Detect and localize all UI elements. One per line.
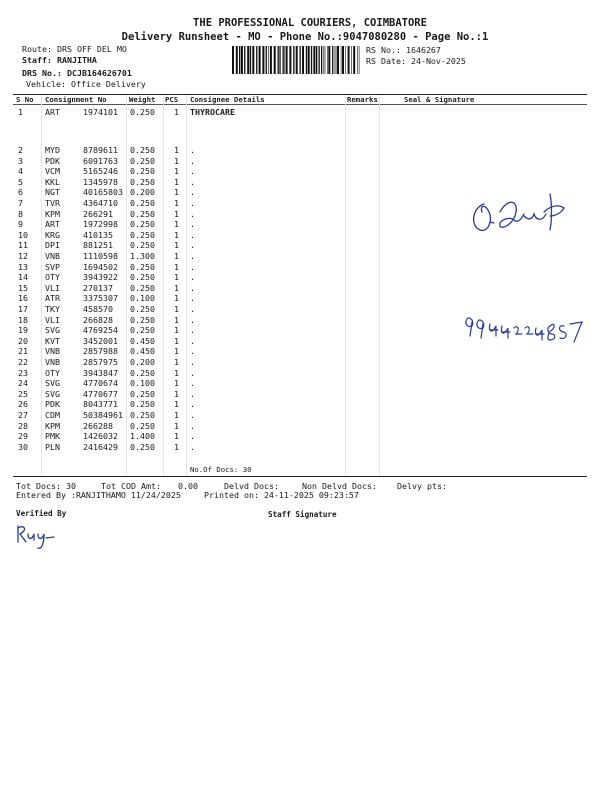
- barcode-bar: [241, 46, 243, 74]
- row-serial-number: 26: [18, 399, 28, 410]
- row-consignee: .: [190, 187, 195, 198]
- row-pieces: 1: [174, 272, 179, 283]
- row-branch-code: VNB: [45, 346, 60, 357]
- row-branch-code: KVT: [45, 335, 60, 346]
- row-pieces: 1: [174, 441, 179, 452]
- row-branch-code: PDK: [45, 399, 60, 410]
- row-weight: 1.300: [130, 251, 155, 261]
- row-branch-code: TVR: [45, 198, 60, 208]
- row-consignment-number: 3452001: [83, 335, 118, 346]
- table-row: [0, 410, 600, 421]
- row-pieces: 1: [174, 145, 179, 155]
- row-pieces: 1: [174, 410, 179, 420]
- barcode-bar: [336, 46, 337, 74]
- table-row: [0, 293, 600, 304]
- barcode-bar: [345, 46, 346, 74]
- row-pieces: 1: [174, 388, 179, 399]
- row-pieces: 1: [174, 304, 179, 314]
- row-branch-code: VNB: [45, 357, 60, 367]
- handwritten-initials-icon: [14, 522, 58, 552]
- row-consignment-number: 881251: [83, 240, 113, 251]
- rs-date: RS Date: 24-Nov-2025: [366, 56, 466, 66]
- row-serial-number: 11: [18, 240, 28, 251]
- row-consignee: .: [190, 166, 195, 177]
- column-header-consignee: Consignee Details: [190, 95, 265, 104]
- row-branch-code: SVG: [45, 325, 60, 336]
- barcode-bar: [359, 46, 360, 74]
- row-serial-number: 27: [18, 410, 28, 420]
- row-consignment-number: 458570: [83, 304, 113, 314]
- barcode-bar: [250, 46, 251, 74]
- row-weight: 0.100: [130, 293, 155, 304]
- table-row: [0, 272, 600, 283]
- row-branch-code: SVP: [45, 261, 60, 272]
- vehicle-label: Vehicle: Office Delivery: [26, 79, 146, 89]
- total-cod-value: 0.00: [178, 481, 198, 491]
- column-header-remarks: Remarks: [347, 95, 378, 104]
- row-pieces: 1: [174, 155, 179, 166]
- barcode-bar: [308, 46, 310, 74]
- barcode-bar: [341, 46, 342, 74]
- row-consignment-number: 1972998: [83, 219, 118, 230]
- row-branch-code: MYD: [45, 145, 60, 155]
- row-pieces: 1: [174, 431, 179, 442]
- row-serial-number: 18: [18, 314, 28, 325]
- entered-by: Entered By :RANJITHAMO 11/24/2025: [16, 490, 181, 500]
- barcode-bar: [259, 46, 261, 74]
- barcode-bar: [252, 46, 254, 74]
- row-consignee: .: [190, 378, 195, 389]
- barcode-bar: [289, 46, 291, 74]
- row-serial-number: 1: [18, 107, 23, 117]
- table-row: [0, 431, 600, 442]
- barcode-bar: [332, 46, 333, 74]
- row-consignment-number: 5165246: [83, 166, 118, 177]
- column-header-consignment: Consignment No: [45, 95, 107, 104]
- row-consignment-number: 4770677: [83, 388, 118, 399]
- row-branch-code: TKY: [45, 304, 60, 314]
- barcode-bar: [324, 46, 325, 74]
- row-branch-code: VLI: [45, 282, 60, 293]
- row-consignee: .: [190, 229, 195, 240]
- row-serial-number: 15: [18, 282, 28, 293]
- row-branch-code: KKL: [45, 176, 60, 187]
- row-serial-number: 24: [18, 378, 28, 389]
- barcode-bar: [268, 46, 269, 74]
- row-serial-number: 20: [18, 335, 28, 346]
- row-serial-number: 2: [18, 145, 23, 155]
- table-row: [0, 378, 600, 389]
- row-weight: 0.250: [130, 107, 155, 117]
- row-pieces: 1: [174, 187, 179, 198]
- column-header-seal-signature: Seal & Signature: [404, 95, 475, 104]
- row-weight: 0.450: [130, 346, 155, 357]
- row-branch-code: NGT: [45, 187, 60, 198]
- barcode-bar: [321, 46, 322, 74]
- barcode-bar: [348, 46, 350, 74]
- row-pieces: 1: [174, 229, 179, 240]
- barcode-bar: [244, 46, 245, 74]
- table-row: [0, 145, 600, 156]
- row-serial-number: 28: [18, 420, 28, 431]
- route-label: Route: DRS OFF DEL MO: [22, 44, 127, 54]
- table-row: [0, 389, 600, 400]
- row-consignment-number: 3375307: [83, 293, 118, 304]
- barcode-bar: [327, 46, 328, 74]
- handwritten-phone-icon: [462, 308, 588, 348]
- row-branch-code: PLN: [45, 441, 60, 452]
- row-consignee: .: [190, 304, 195, 314]
- row-consignee: .: [190, 282, 195, 293]
- barcode-bar: [236, 46, 238, 74]
- barcode-bar: [286, 46, 288, 74]
- row-serial-number: 29: [18, 431, 28, 442]
- row-consignee: .: [190, 145, 195, 155]
- row-branch-code: VLI: [45, 314, 60, 325]
- table-row: [0, 368, 600, 379]
- row-pieces: 1: [174, 367, 179, 378]
- row-consignment-number: 270137: [83, 282, 113, 293]
- row-serial-number: 22: [18, 357, 28, 367]
- row-consignment-number: 266288: [83, 420, 113, 431]
- row-pieces: 1: [174, 399, 179, 410]
- total-cod-label: Tot COD Amt:: [101, 481, 161, 491]
- barcode-bar: [325, 46, 326, 74]
- row-serial-number: 10: [18, 229, 28, 240]
- row-weight: 0.250: [130, 314, 155, 325]
- table-row: [0, 156, 600, 167]
- row-branch-code: VCM: [45, 166, 60, 177]
- row-branch-code: SVG: [45, 378, 60, 389]
- row-consignee: .: [190, 208, 195, 219]
- barcode-bar: [337, 46, 339, 74]
- row-weight: 0.250: [130, 261, 155, 272]
- row-branch-code: KRG: [45, 229, 60, 240]
- barcode-bar: [270, 46, 272, 74]
- row-weight: 0.250: [130, 304, 155, 314]
- barcode-bar: [353, 46, 355, 74]
- row-weight: 0.250: [130, 240, 155, 251]
- row-consignee: THYROCARE: [190, 107, 235, 117]
- row-branch-code: CDM: [45, 410, 60, 420]
- row-consignment-number: 4364710: [83, 198, 118, 208]
- row-consignment-number: 6091763: [83, 155, 118, 166]
- row-pieces: 1: [174, 176, 179, 187]
- no-of-docs: No.Of Docs: 30: [190, 465, 252, 474]
- row-weight: 0.250: [130, 410, 155, 420]
- barcode-image: [231, 46, 361, 74]
- row-weight: 0.250: [130, 388, 155, 399]
- row-branch-code: SVG: [45, 388, 60, 399]
- barcode-bar: [296, 46, 298, 74]
- row-branch-code: KPM: [45, 420, 60, 431]
- staff-label: Staff: RANJITHA: [22, 55, 97, 65]
- row-consignment-number: 1110598: [83, 251, 118, 261]
- row-serial-number: 7: [18, 198, 23, 208]
- table-row: [0, 283, 600, 294]
- non-delivered-docs: Non Delvd Docs:: [302, 481, 377, 491]
- row-pieces: 1: [174, 282, 179, 293]
- row-weight: 0.250: [130, 399, 155, 410]
- row-consignment-number: 266828: [83, 314, 113, 325]
- row-consignment-number: 3943922: [83, 272, 118, 283]
- row-consignee: .: [190, 251, 195, 261]
- row-consignee: .: [190, 176, 195, 187]
- row-branch-code: ART: [45, 107, 60, 117]
- barcode-bar: [357, 46, 358, 74]
- table-row: [0, 262, 600, 273]
- row-serial-number: 5: [18, 176, 23, 187]
- row-weight: 1.400: [130, 431, 155, 442]
- row-pieces: 1: [174, 198, 179, 208]
- row-pieces: 1: [174, 378, 179, 389]
- table-row: [0, 240, 600, 251]
- barcode-bar: [328, 46, 330, 74]
- row-weight: 0.250: [130, 441, 155, 452]
- header-divider: [13, 104, 587, 105]
- row-pieces: 1: [174, 357, 179, 367]
- row-consignee: .: [190, 293, 195, 304]
- row-consignment-number: 266291: [83, 208, 113, 219]
- barcode-bar: [300, 46, 301, 74]
- barcode-bar: [232, 46, 234, 74]
- barcode-bar: [342, 46, 344, 74]
- row-consignment-number: 1974101: [83, 107, 118, 117]
- row-consignee: .: [190, 410, 195, 420]
- row-serial-number: 6: [18, 187, 23, 198]
- barcode-bar: [278, 46, 279, 74]
- table-row: [0, 399, 600, 410]
- row-serial-number: 3: [18, 155, 23, 166]
- barcode-bar: [256, 46, 257, 74]
- row-consignee: .: [190, 198, 195, 208]
- row-consignee: .: [190, 420, 195, 431]
- barcode-bar: [313, 46, 315, 74]
- barcode-bar: [262, 46, 264, 74]
- row-branch-code: KPM: [45, 208, 60, 219]
- row-pieces: 1: [174, 208, 179, 219]
- row-pieces: 1: [174, 335, 179, 346]
- row-pieces: 1: [174, 314, 179, 325]
- row-consignee: .: [190, 335, 195, 346]
- row-weight: 0.250: [130, 176, 155, 187]
- row-serial-number: 4: [18, 166, 23, 177]
- barcode-bar: [284, 46, 285, 74]
- table-row: [0, 251, 600, 262]
- row-serial-number: 8: [18, 208, 23, 219]
- row-consignee: .: [190, 325, 195, 336]
- table-row: [0, 357, 600, 368]
- row-weight: 0.250: [130, 198, 155, 208]
- row-weight: 0.200: [130, 357, 155, 367]
- barcode-bar: [351, 46, 352, 74]
- staff-signature-label: Staff Signature: [268, 510, 337, 519]
- table-row: [0, 107, 600, 118]
- row-branch-code: PMK: [45, 431, 60, 442]
- row-consignment-number: 3943847: [83, 367, 118, 378]
- row-serial-number: 19: [18, 325, 28, 336]
- row-consignee: .: [190, 399, 195, 410]
- row-weight: 0.200: [130, 187, 155, 198]
- printed-on: Printed on: 24-11-2025 09:23:57: [204, 490, 359, 500]
- row-consignment-number: 2416429: [83, 441, 118, 452]
- row-consignment-number: 410135: [83, 229, 113, 240]
- column-header-weight: Weight: [129, 95, 156, 104]
- row-consignee: .: [190, 240, 195, 251]
- barcode-bar: [311, 46, 312, 74]
- row-consignment-number: 8043771: [83, 399, 118, 410]
- barcode-bar: [283, 46, 284, 74]
- row-branch-code: OTY: [45, 367, 60, 378]
- row-pieces: 1: [174, 261, 179, 272]
- row-consignment-number: 4770674: [83, 378, 118, 389]
- row-branch-code: VNB: [45, 251, 60, 261]
- barcode-bar: [293, 46, 294, 74]
- row-serial-number: 12: [18, 251, 28, 261]
- table-row: [0, 166, 600, 177]
- barcode-bar: [302, 46, 304, 74]
- table-row: [0, 421, 600, 432]
- row-branch-code: OTY: [45, 272, 60, 283]
- row-weight: 0.250: [130, 166, 155, 177]
- row-consignee: .: [190, 388, 195, 399]
- row-consignee: .: [190, 261, 195, 272]
- row-consignment-number: 1426032: [83, 431, 118, 442]
- row-consignee: .: [190, 441, 195, 452]
- row-pieces: 1: [174, 325, 179, 336]
- row-consignment-number: 4769254: [83, 325, 118, 336]
- row-pieces: 1: [174, 293, 179, 304]
- row-serial-number: 25: [18, 388, 28, 399]
- row-serial-number: 17: [18, 304, 28, 314]
- row-pieces: 1: [174, 107, 179, 117]
- row-pieces: 1: [174, 420, 179, 431]
- barcode-bar: [247, 46, 249, 74]
- row-pieces: 1: [174, 346, 179, 357]
- company-name: THE PROFESSIONAL COURIERS, COIMBATORE: [193, 17, 427, 29]
- barcode-bar: [239, 46, 240, 74]
- row-branch-code: ART: [45, 219, 60, 230]
- delivered-docs: Delvd Docs:: [224, 481, 279, 491]
- drs-number: DRS No.: DCJB164626701: [22, 68, 132, 78]
- row-consignee: .: [190, 431, 195, 442]
- row-weight: 0.250: [130, 420, 155, 431]
- row-weight: 0.100: [130, 378, 155, 389]
- row-pieces: 1: [174, 219, 179, 230]
- row-consignment-number: 2857988: [83, 346, 118, 357]
- row-consignee: .: [190, 155, 195, 166]
- row-pieces: 1: [174, 251, 179, 261]
- row-branch-code: PDK: [45, 155, 60, 166]
- row-consignee: .: [190, 219, 195, 230]
- row-weight: 0.250: [130, 208, 155, 219]
- row-consignment-number: 40165803: [83, 187, 123, 198]
- barcode-bar: [266, 46, 267, 74]
- barcode-bar: [306, 46, 307, 74]
- row-weight: 0.250: [130, 367, 155, 378]
- row-consignee: .: [190, 272, 195, 283]
- column-header-sno: S No: [16, 95, 34, 104]
- row-weight: 0.450: [130, 335, 155, 346]
- row-consignee: .: [190, 367, 195, 378]
- row-serial-number: 30: [18, 441, 28, 452]
- table-row: [0, 442, 600, 453]
- row-consignee: .: [190, 346, 195, 357]
- row-weight: 0.250: [130, 219, 155, 230]
- verified-by-label: Verified By: [16, 509, 67, 518]
- row-branch-code: ATR: [45, 293, 60, 304]
- row-weight: 0.250: [130, 282, 155, 293]
- barcode-bar: [335, 46, 336, 74]
- row-weight: 0.250: [130, 272, 155, 283]
- runsheet-title: Delivery Runsheet - MO - Phone No.:9047080280 - Page No.:1: [121, 31, 489, 43]
- row-consignee: .: [190, 314, 195, 325]
- total-docs: Tot Docs: 30: [16, 481, 76, 491]
- barcode-bar: [319, 46, 320, 74]
- row-consignment-number: 8789611: [83, 145, 118, 155]
- handwritten-signature-icon: [466, 190, 571, 240]
- column-header-pcs: PCS: [165, 95, 179, 104]
- row-serial-number: 13: [18, 261, 28, 272]
- row-consignment-number: 1345978: [83, 176, 118, 187]
- row-serial-number: 14: [18, 272, 28, 283]
- table-row: [0, 177, 600, 188]
- rs-number: RS No.: 1646267: [366, 45, 441, 55]
- row-serial-number: 23: [18, 367, 28, 378]
- barcode-bar: [279, 46, 280, 74]
- row-weight: 0.250: [130, 155, 155, 166]
- row-weight: 0.250: [130, 145, 155, 155]
- row-serial-number: 16: [18, 293, 28, 304]
- row-consignment-number: 2857975: [83, 357, 118, 367]
- row-consignee: .: [190, 357, 195, 367]
- row-serial-number: 9: [18, 219, 23, 230]
- barcode-bar: [316, 46, 317, 74]
- row-weight: 0.250: [130, 229, 155, 240]
- row-weight: 0.250: [130, 325, 155, 336]
- row-consignment-number: 1694502: [83, 261, 118, 272]
- barcode-bar: [274, 46, 276, 74]
- row-consignment-number: 50384961: [83, 410, 123, 420]
- row-pieces: 1: [174, 240, 179, 251]
- row-pieces: 1: [174, 166, 179, 177]
- delivery-points: Delvy pts:: [397, 481, 447, 491]
- row-serial-number: 21: [18, 346, 28, 357]
- row-branch-code: DPI: [45, 240, 60, 251]
